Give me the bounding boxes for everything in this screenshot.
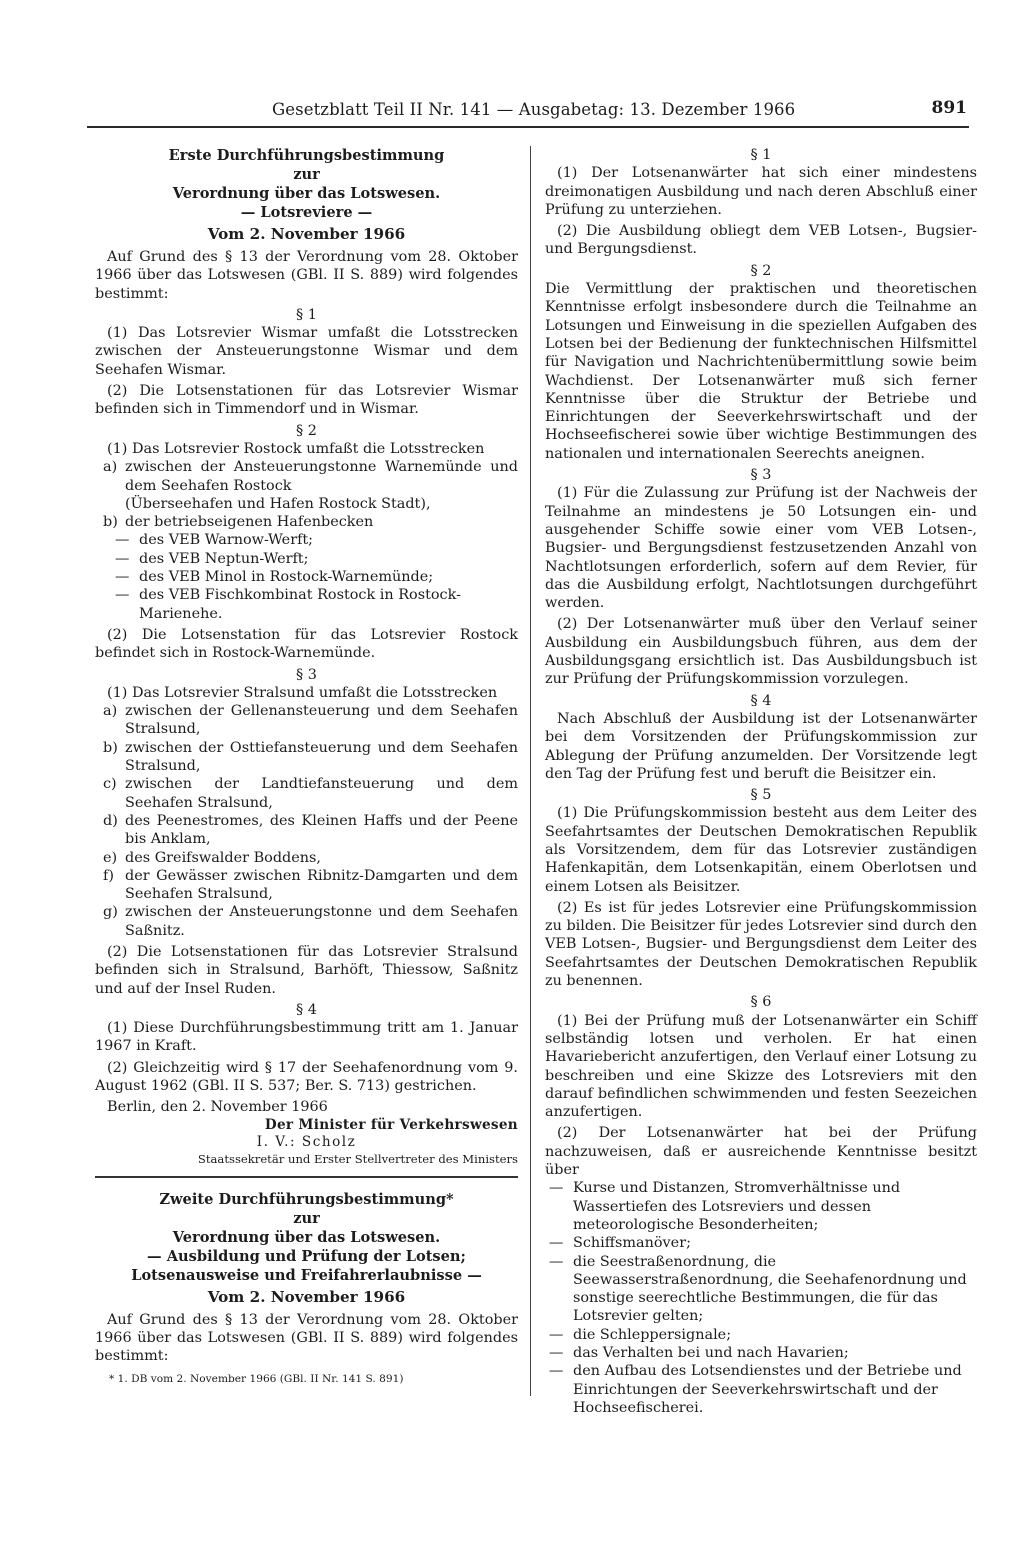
regulation-title-zur: zur <box>293 166 320 183</box>
list-item: g) zwischen der Ansteuerungstonne und dem Seehafen Saßnitz. <box>103 904 518 939</box>
section-heading: § 3 <box>750 467 772 484</box>
regulation-subtitle: — Lotsreviere — <box>240 204 373 221</box>
paragraph: (1) Das Lotsrevier Wismar umfaßt die Lotsstrecken zwischen der Ansteuerungstonne Wismar und dem Seehafen Wismar. <box>95 325 518 378</box>
paragraph: (2) Der Lotsenanwärter hat bei der Prüfung nachzuweisen, daß er ausreichende Kenntnisse besitzt über <box>545 1125 977 1179</box>
dash-item: — die Seestraßenordnung, die Seewasserstraßenordnung, die Seehafenordnung und sonstige seerechtliche Bestimmungen, die für das Lotsrevier gelten; <box>549 1253 967 1325</box>
list-item: b) zwischen der Osttiefansteuerung und dem Seehafen Stralsund, <box>103 739 518 775</box>
paragraph: (1) Das Lotsrevier Rostock umfaßt die Lotsstrecken <box>107 440 485 457</box>
column-divider <box>530 146 531 1396</box>
paragraph: (1) Bei der Prüfung muß der Lotsenanwärter ein Schiff selbständig lotsen und verholen. Er hat einen Havariebericht anzufertigen, den Verlauf einer Lotsung zu beschreiben und eine Skizze des Lotsreviers mit den darauf befindlichen schwimmenden und festen Seezeichen anzufertigen. <box>545 1012 977 1121</box>
section-heading: § 3 <box>296 666 317 683</box>
dash-item: — Schiffsmanöver; <box>549 1235 691 1252</box>
paragraph: (1) Das Lotsrevier Stralsund umfaßt die Lotsstrecken <box>107 684 498 701</box>
dash-item: — Kurse und Distanzen, Stromverhältnisse und Wassertiefen des Lotsreviers und dessen meteorologische Besonderheiten; <box>549 1180 901 1233</box>
paragraph: (2) Die Lotsenstation für das Lotsrevier Rostock befindet sich in Rostock-Warnemünde. <box>95 626 518 662</box>
header-title: Gesetzblatt Teil II Nr. 141 — Ausgabetag: 13. Dezember 1966 <box>272 100 796 119</box>
paragraph: (2) Es ist für jedes Lotsrevier eine Prüfungskommission zu bilden. Die Beisitzer für jedes Lotsrevier sind durch den VEB Lotsen-, Bugsier- und Bergungsdienst dem Leiter des Seefahrtsamtes der Deutschen Demokratischen Republik zu benennen. <box>545 899 977 990</box>
list-item: d) des Peenestromes, des Kleinen Haffs und der Peene bis Anklam, <box>103 812 518 848</box>
section-heading: § 1 <box>296 306 317 323</box>
dash-item: — des VEB Neptun-Werft; <box>115 550 309 567</box>
right-column <box>545 146 977 1417</box>
regulation-title-ordinance: Verordnung über das Lotswesen. <box>172 185 441 202</box>
paragraph: Nach Abschluß der Ausbildung ist der Lotsenanwärter bei dem Vorsitzenden der Prüfungskommission zur Ablegung der Prüfung anzumelden. Der Vorsitzende legt den Tag der Prüfung fest und beruft die Beisitzer ein. <box>545 710 977 782</box>
list-item: e) des Greifswalder Boddens, <box>103 849 321 866</box>
left-column <box>95 146 518 1386</box>
paragraph: (1) Für die Zulassung zur Prüfung ist der Nachweis der Teilnahme an mindestens je 50 Lotsungen ein- und ausgehender Schiffe sowie einer vom VEB Lotsen-, Bugsier- und Bergungsdienst festzusetzenden Anzahl von Nachtlotsungen erforderlich, sofern auf dem Revier, für das die Ausbildung erfolgt, Nachtlotsungen durchgeführt werden. <box>545 485 977 612</box>
paragraph: (1) Die Prüfungskommission besteht aus dem Leiter des Seefahrtsamtes der Deutschen Demokratischen Republik als Vorsitzendem, dem für das Lotsrevier zuständigen Hafenkapitän, dem Lotsenkapitän, einem Oberlotsen und einem Lotsen als Beisitzer. <box>545 805 977 895</box>
paragraph: (2) Die Ausbildung obliegt dem VEB Lotsen-, Bugsier- und Bergungsdienst. <box>545 223 977 258</box>
section-heading: § 4 <box>750 692 772 709</box>
paragraph: (2) Die Lotsenstationen für das Lotsrevier Wismar befinden sich in Timmendorf und in Wismar. <box>95 383 518 418</box>
paragraph: Die Vermittlung der praktischen und theoretischen Kenntnisse erfolgt insbesondere durch die Teilnahme an Lotsungen und Einweisung in die speziellen Aufgaben des Lotsen bei der Bedienung der funktechnischen Hilfsmittel für Navigation und Nachrichtenübermittlung sowie beim Wachdienst. Der Lotsenanwärter muß sich ferner Kenntnisse über die Struktur der Betriebe und Einrichtungen der Seeverkehrswirtschaft und der Hochseefischerei sowie über wichtige Bestimmungen des nationalen und internationalen Seerechts aneignen. <box>545 281 977 462</box>
list-text: der betriebseigenen Hafenbecken <box>125 514 374 531</box>
place-date: Berlin, den 2. November 1966 <box>107 1099 328 1116</box>
regulation-title: Zweite Durchführungsbestimmung* <box>159 1190 454 1208</box>
list-text: zwischen der Ansteuerungstonne Warnemünde und dem Seehafen Rostock (Überseehafen und Hafen Rostock Stadt), <box>125 459 518 512</box>
section-heading: § 2 <box>750 262 772 279</box>
paragraph: (2) Die Lotsenstationen für das Lotsrevier Stralsund befinden sich in Stralsund, Barhöft, Thiessow, Saßnitz und auf der Insel Ruden. <box>95 943 518 997</box>
page-number: 891 <box>931 98 967 118</box>
list-item <box>95 458 518 513</box>
section-heading: § 5 <box>750 787 772 804</box>
preamble: Auf Grund des § 13 der Verordnung vom 28. Oktober 1966 über das Lotswesen (GBl. II S. 889) wird folgendes bestimmt: <box>95 1311 518 1365</box>
regulation-subtitle: — Ausbildung und Prüfung der Lotsen; Lotsenausweise und Freifahrerlaubnisse — <box>131 1247 482 1284</box>
signature-name: I. V.: Scholz <box>256 1133 357 1150</box>
section-heading: § 2 <box>296 422 317 439</box>
signature-role: Staatssekretär und Erster Stellvertreter des Ministers <box>197 1151 518 1166</box>
footnote: * 1. DB vom 2. November 1966 (GBl. II Nr. 141 S. 891) <box>109 1372 404 1385</box>
section-heading: § 4 <box>296 1001 317 1018</box>
paragraph: (2) Der Lotsenanwärter muß über den Verlauf seiner Ausbildung ein Ausbildungsbuch führen, aus dem der Ausbildungsgang ersichtlich ist. Das Ausbildungsbuch ist zur Prüfung der Prüfungskommission vorzulegen. <box>545 616 977 688</box>
signature-office: Der Minister für Verkehrswesen <box>264 1116 518 1133</box>
dash-item: — des VEB Warnow-Werft; <box>115 532 314 549</box>
paragraph: (2) Gleichzeitig wird § 17 der Seehafenordnung vom 9. August 1962 (GBl. II S. 537; Ber. S. 713) gestrichen. <box>95 1059 518 1095</box>
list-item: f) der Gewässer zwischen Ribnitz-Damgarten und dem Seehafen Stralsund, <box>103 867 518 903</box>
paragraph: (1) Diese Durchführungsbestimmung tritt am 1. Januar 1967 in Kraft. <box>95 1020 518 1055</box>
first-regulation <box>95 146 518 1167</box>
dash-item: — des VEB Minol in Rostock-Warnemünde; <box>115 569 434 586</box>
regulation-title: Erste Durchführungsbestimmung <box>168 147 445 164</box>
paragraph: (1) Der Lotsenanwärter hat sich einer mindestens dreimonatigen Ausbildung und nach deren Abschluß einer Prüfung zu unterziehen. <box>545 165 977 218</box>
regulation-date: Vom 2. November 1966 <box>207 1287 406 1306</box>
second-regulation <box>95 1190 518 1386</box>
regulation-date: Vom 2. November 1966 <box>207 225 406 243</box>
page-header <box>87 96 969 128</box>
section-separator <box>95 1176 518 1178</box>
dash-item: — des VEB Fischkombinat Rostock in Rostock-Marienehe. <box>115 587 461 622</box>
dash-item: — den Aufbau des Lotsendienstes und der Betriebe und Einrichtungen der Seeverkehrswirtschaft und der Hochseefischerei. <box>549 1363 962 1416</box>
section-heading: § 6 <box>750 994 772 1011</box>
dash-item: — die Schleppersignale; <box>549 1326 732 1343</box>
list-marker: b) <box>103 514 118 531</box>
regulation-title-ordinance: Verordnung über das Lotswesen. <box>172 1228 441 1246</box>
preamble: Auf Grund des § 13 der Verordnung vom 28. Oktober 1966 über das Lotswesen (GBl. II S. 889) wird folgendes bestimmt: <box>95 249 518 302</box>
list-item: a) zwischen der Gellenansteuerung und dem Seehafen Stralsund, <box>103 703 518 738</box>
section-heading: § 1 <box>750 147 772 163</box>
regulation-title-zur: zur <box>293 1209 320 1227</box>
list-marker: a) <box>103 459 118 476</box>
dash-item: — das Verhalten bei und nach Havarien; <box>549 1345 849 1361</box>
list-item: c) zwischen der Landtiefansteuerung und dem Seehafen Stralsund, <box>103 776 518 811</box>
list-item <box>95 513 518 531</box>
